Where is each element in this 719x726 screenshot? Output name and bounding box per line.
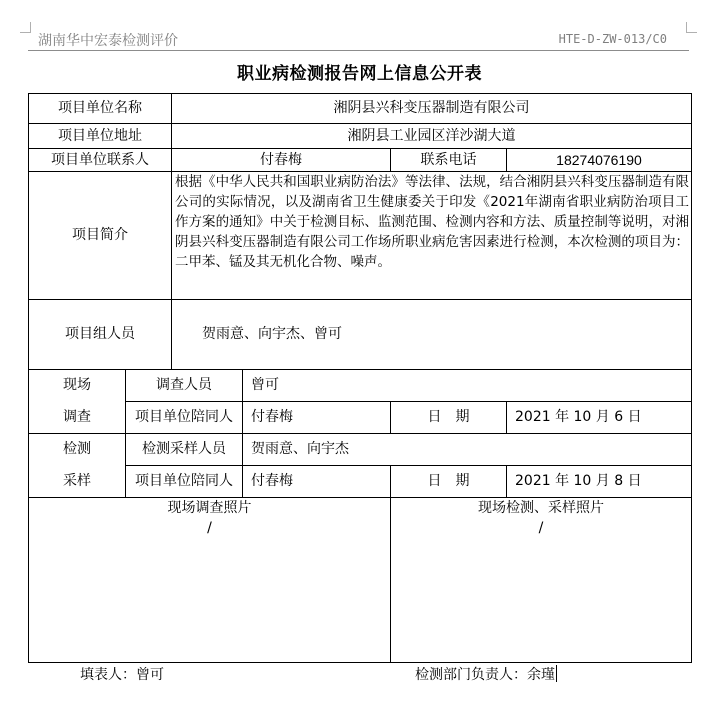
footer-filler	[80, 664, 164, 684]
header-divider	[28, 50, 689, 51]
document-title: 职业病检测报告网上信息公开表	[237, 64, 482, 84]
row-unit-name	[29, 94, 692, 124]
filler-label: 填表人：	[80, 667, 136, 683]
unit-name-value: 湘阴县兴科变压器制造有限公司	[172, 94, 692, 124]
contact-label: 项目单位联系人	[29, 149, 172, 172]
row-address	[29, 124, 692, 149]
reviewer-label: 检测部门负责人：	[415, 667, 527, 683]
row-survey-investigator	[29, 370, 692, 402]
row-team	[29, 300, 692, 370]
address-label: 项目单位地址	[29, 124, 172, 149]
sampling-group-label-top: 检测	[29, 434, 126, 466]
sampling-escort-label: 项目单位陪同人	[126, 466, 243, 498]
survey-escort-label: 项目单位陪同人	[126, 402, 243, 434]
sampling-escort-value: 付春梅	[243, 466, 391, 498]
sampling-date-value: 2021 年 10 月 8 日	[507, 466, 692, 498]
reviewer-value: 余瑾	[527, 667, 555, 683]
investigator-value: 曾可	[243, 370, 692, 402]
phone-label: 联系电话	[391, 149, 507, 172]
survey-date-value: 2021 年 10 月 6 日	[507, 402, 692, 434]
contact-value: 付春梅	[172, 149, 391, 172]
row-survey-escort	[29, 402, 692, 434]
sampler-label: 检测采样人员	[126, 434, 243, 466]
intro-label: 项目简介	[29, 172, 172, 300]
survey-photo-label: 现场调查照片	[167, 500, 252, 516]
filler-value: 曾可	[136, 667, 164, 683]
row-contact	[29, 149, 692, 172]
row-intro	[29, 172, 692, 300]
unit-name-label: 项目单位名称	[29, 94, 172, 124]
footer-reviewer	[415, 664, 557, 684]
team-value: 贺雨意、向宇杰、曾可	[172, 300, 692, 370]
sampler-value: 贺雨意、向宇杰	[243, 434, 692, 466]
row-photos	[29, 498, 692, 663]
sampling-group-label-bottom: 采样	[29, 466, 126, 498]
survey-photo-cell	[29, 498, 391, 663]
text-cursor	[556, 665, 557, 682]
row-sampling-escort	[29, 466, 692, 498]
sampling-photo-placeholder: /	[538, 519, 544, 536]
sampling-date-label: 日 期	[391, 466, 507, 498]
survey-group-label-top: 现场	[29, 370, 126, 402]
team-label: 项目组人员	[29, 300, 172, 370]
survey-escort-value: 付春梅	[243, 402, 391, 434]
survey-date-label: 日 期	[391, 402, 507, 434]
investigator-label: 调查人员	[126, 370, 243, 402]
info-table	[28, 93, 692, 663]
header-company: 湖南华中宏泰检测评价	[38, 33, 178, 49]
phone-value: 18274076190	[507, 149, 692, 172]
crop-mark-top-left	[20, 22, 31, 33]
intro-text: 根据《中华人民共和国职业病防治法》等法律、法规，结合湘阴县兴科变压器制造有限公司的实际情况，以及湖南省卫生健康委关于印发《2021年湖南省职业病防治项目工作方案的通知》中关于检测目标、监测范围、检测内容和方法、质量控制等说明，对湘阴县兴科变压器制造有限公司工作场所职业病危害因素进行检测，本次检测的项目为：二甲苯、锰及其无机化合物、噪声。	[172, 172, 692, 300]
crop-mark-top-right	[686, 22, 697, 33]
sampling-photo-label: 现场检测、采样照片	[478, 500, 604, 516]
survey-group-label-bottom: 调查	[29, 402, 126, 434]
sampling-photo-cell	[391, 498, 692, 663]
address-value: 湘阴县工业园区洋沙湖大道	[172, 124, 692, 149]
row-sampling-staff	[29, 434, 692, 466]
header-doc-code: HTE-D-ZW-013/C0	[558, 32, 667, 46]
survey-photo-placeholder: /	[207, 519, 212, 536]
